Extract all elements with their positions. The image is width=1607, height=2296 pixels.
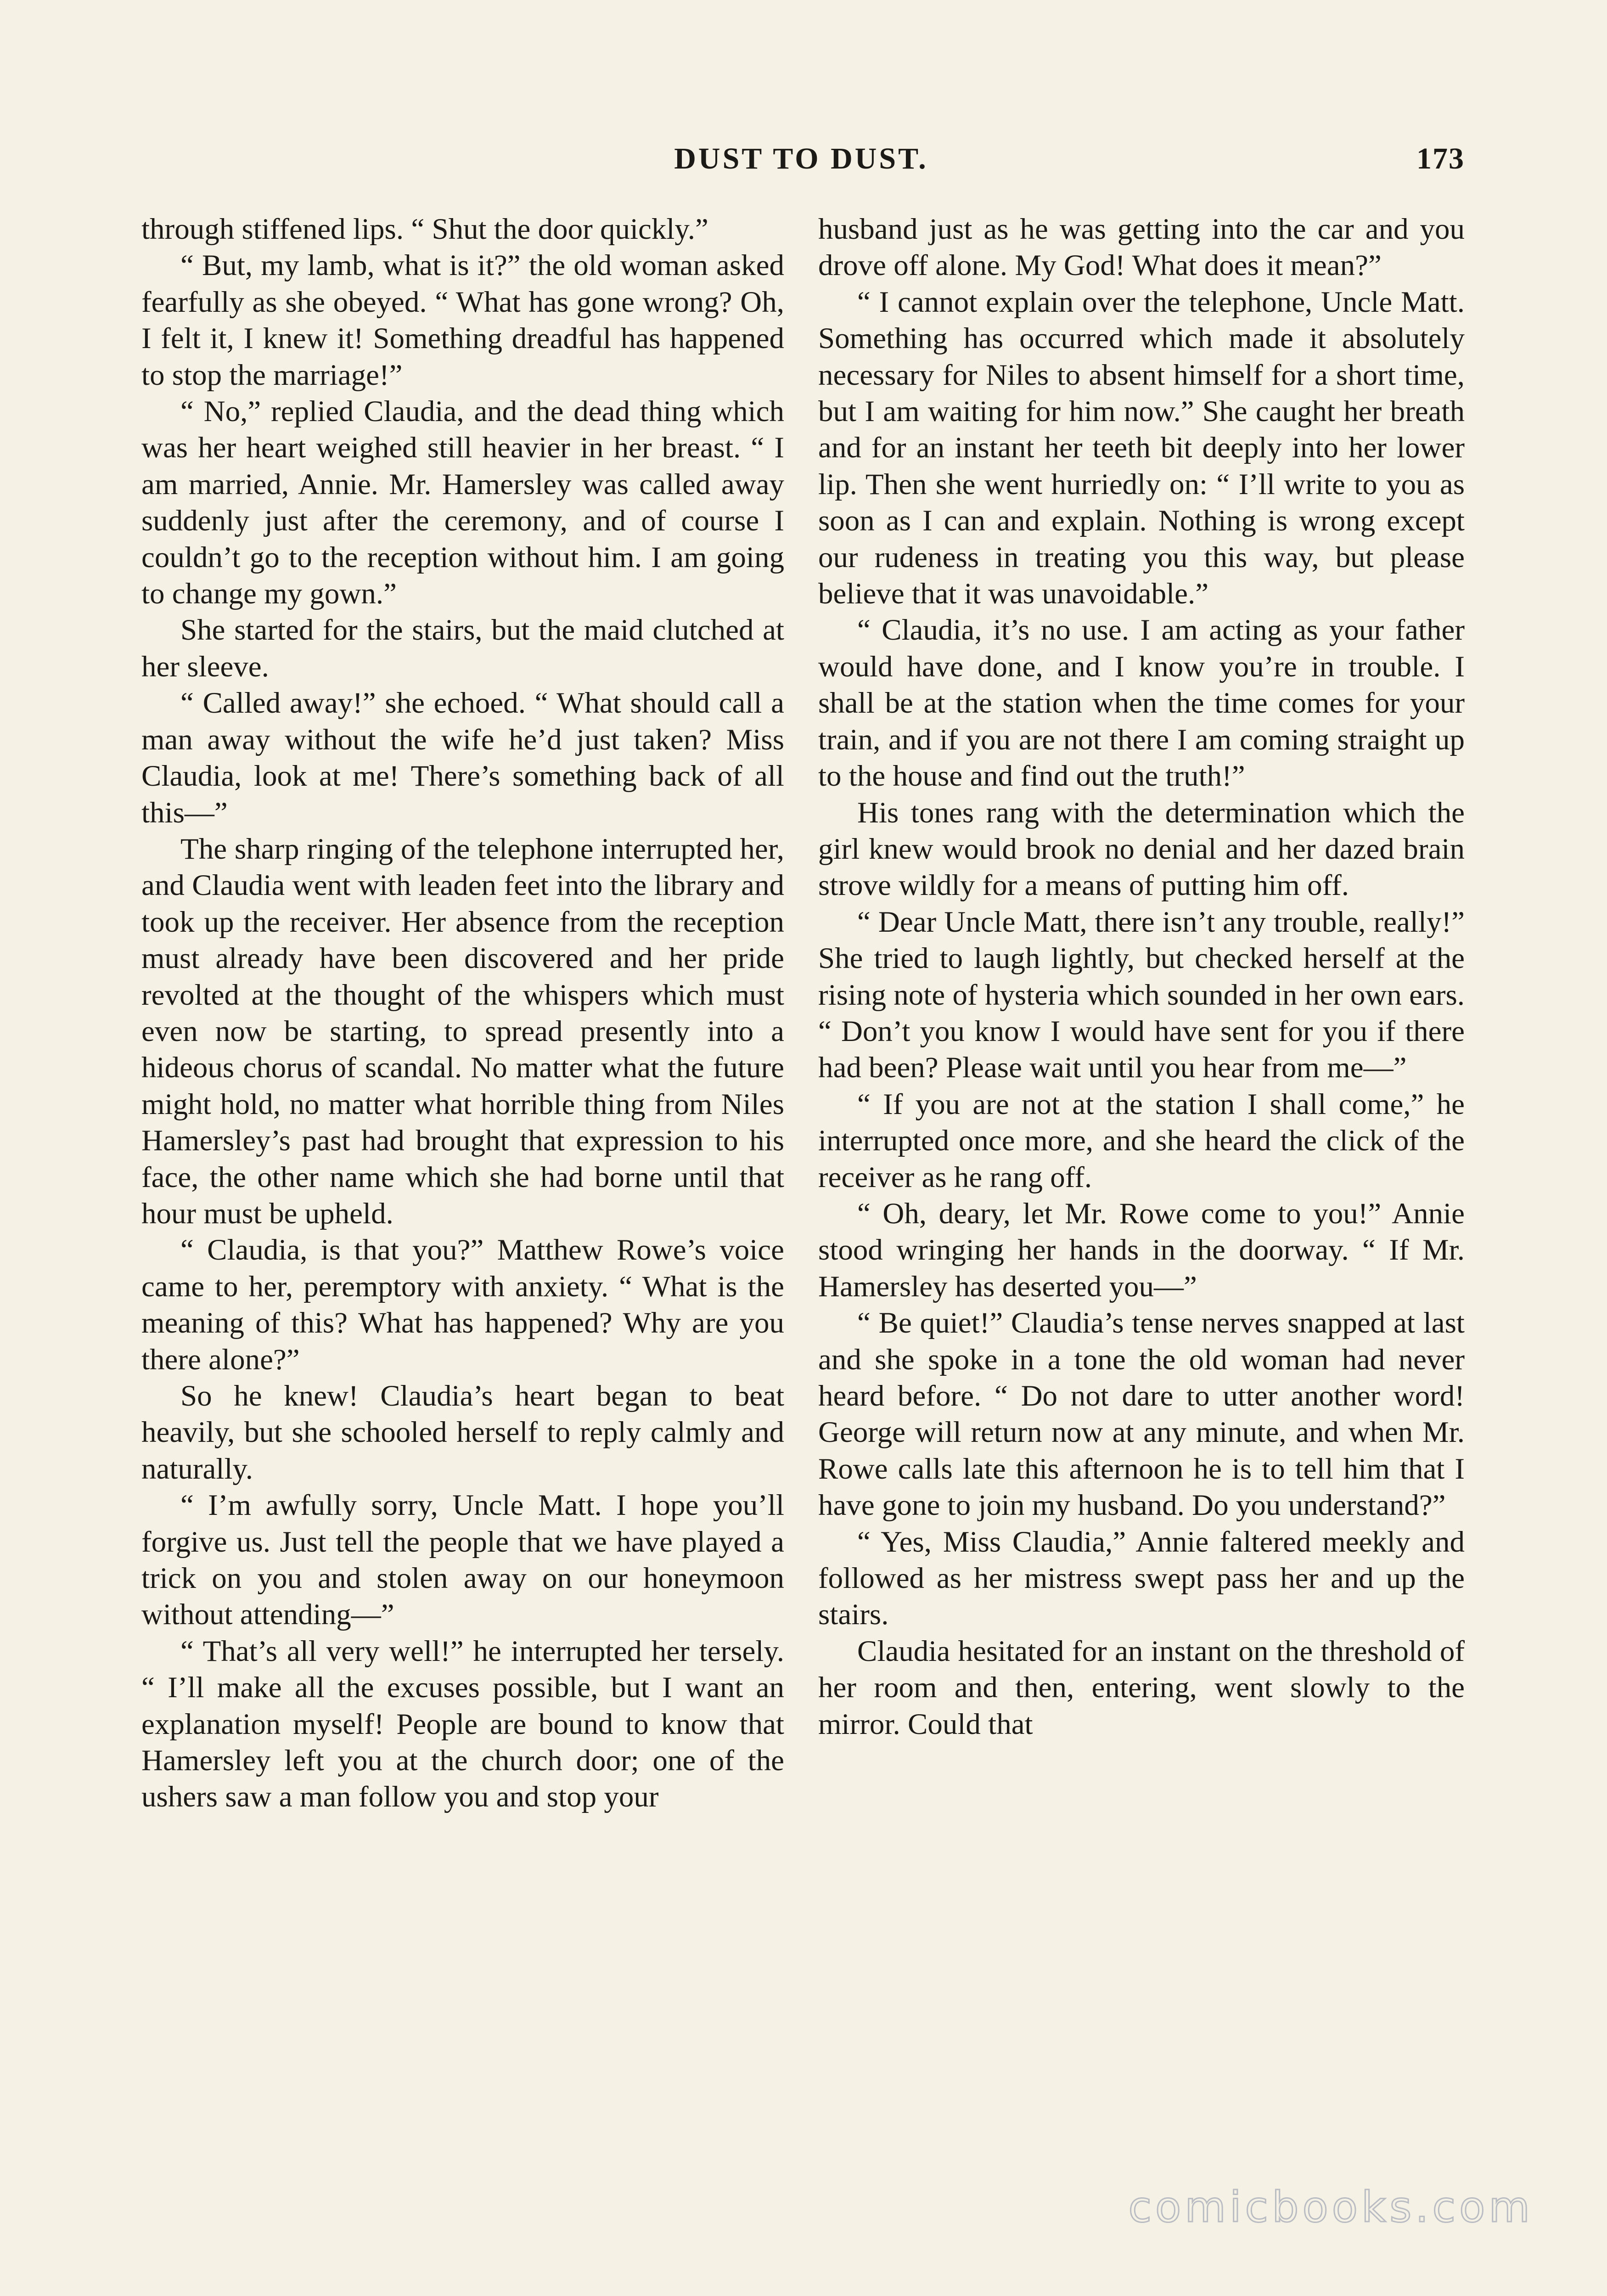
paragraph: “ Oh, deary, let Mr. Rowe come to you!” Annie stood wringing her hands in the doorway. “ If Mr. Hamersley has deserted you—” <box>818 1197 1465 1303</box>
paragraph: “ I’m awfully sorry, Uncle Matt. I hope you’ll forgive us. Just tell the people that we have played a trick on you and stolen away on our honeymoon without attending—” <box>141 1489 784 1632</box>
paragraph: “ But, my lamb, what is it?” the old woman asked fearfully as she obeyed. “ What has gone wrong? Oh, I felt it, I knew it! Something dreadful has happened to stop the marriage!” <box>141 249 784 392</box>
paragraph: So he knew! Claudia’s heart began to beat heavily, but she schooled herself to reply calmly and naturally. <box>141 1379 784 1486</box>
paragraph: “ Yes, Miss Claudia,” Annie faltered meekly and followed as her mistress swept pass her and up the stairs. <box>818 1525 1465 1632</box>
paragraph: through stiffened lips. “ Shut the door quickly.” <box>141 213 708 246</box>
page-number: 173 <box>1416 142 1465 175</box>
paragraph: She started for the stairs, but the maid clutched at her sleeve. <box>141 613 784 683</box>
paragraph: “ If you are not at the station I shall come,” he interrupted once more, and she heard the click of the receiver as he rang off. <box>818 1087 1465 1194</box>
paragraph: Claudia hesitated for an instant on the threshold of her room and then, entering, went slowly to the mirror. Could that <box>818 1634 1465 1741</box>
running-title: DUST TO DUST. <box>674 142 928 175</box>
right-text-column <box>818 211 1465 1743</box>
left-text-column <box>141 211 784 1816</box>
paragraph: “ Dear Uncle Matt, there isn’t any trouble, really!” She tried to laugh lightly, but checked herself at the rising note of hysteria which sounded in her own ears. “ Don’t you know I would have sent for you if there had been? Please wait until you hear from me—” <box>818 905 1465 1085</box>
paragraph: “ I cannot explain over the telephone, Uncle Matt. Something has occurred which made it absolutely necessary for Niles to absent himself for a short time, but I am waiting for him now.” She caught her breath and for an instant her teeth bit deeply into her lower lip. Then she went hurriedly on: “ I’ll write to you as soon as I can and explain. Nothing is wrong except our rudeness in treating you this way, but please believe that it was unavoidable.” <box>818 285 1465 611</box>
paragraph: “ No,” replied Claudia, and the dead thing which was her heart weighed still heavier in her breast. “ I am married, Annie. Mr. Hamersley was called away suddenly just after the ceremony, and of course I couldn’t go to the reception without him. I am going to change my gown.” <box>141 395 784 611</box>
paragraph: “ Claudia, is that you?” Matthew Rowe’s voice came to her, peremptory with anxiety. “ What is the meaning of this? What has happened? Why are you there alone?” <box>141 1233 784 1376</box>
paragraph: His tones rang with the determination which the girl knew would brook no denial and her dazed brain strove wildly for a means of putting him off. <box>818 796 1465 902</box>
paragraph: “ That’s all very well!” he interrupted her tersely. “ I’ll make all the excuses possible, but I want an explanation myself! People are bound to know that Hamersley left you at the church door; one of the ushers saw a man follow you and stop your <box>141 1634 784 1814</box>
paragraph: “ Called away!” she echoed. “ What should call a man away without the wife he’d just taken? Miss Claudia, look at me! There’s something back of all this—” <box>141 687 784 829</box>
paragraph: The sharp ringing of the telephone interrupted her, and Claudia went with leaden feet into the library and took up the receiver. Her absence from the reception must already have been discovered and her pride revolted at the thought of the whispers which must even now be starting, to spread presently into a hideous chorus of scandal. No matter what the future might hold, no matter what horrible thing from Niles Hamersley’s past had brought that expression to his face, the other name which she had borne until that hour must be upheld. <box>141 832 784 1230</box>
paragraph: “ Be quiet!” Claudia’s tense nerves snapped at last and she spoke in a tone the old woman had never heard before. “ Do not dare to utter another word! George will return now at any minute, and when Mr. Rowe calls late this afternoon he is to tell him that I have gone to join my husband. Do you understand?” <box>818 1306 1465 1522</box>
paragraph: husband just as he was getting into the car and you drove off alone. My God! What does it mean?” <box>818 213 1465 282</box>
paragraph: “ Claudia, it’s no use. I am acting as your father would have done, and I know you’re in trouble. I shall be at the station when the time comes for your train, and if you are not there I am coming straight up to the house and find out the truth!” <box>818 613 1465 793</box>
site-watermark: comicbooks.com <box>1128 2183 1534 2232</box>
running-head <box>138 141 1465 183</box>
